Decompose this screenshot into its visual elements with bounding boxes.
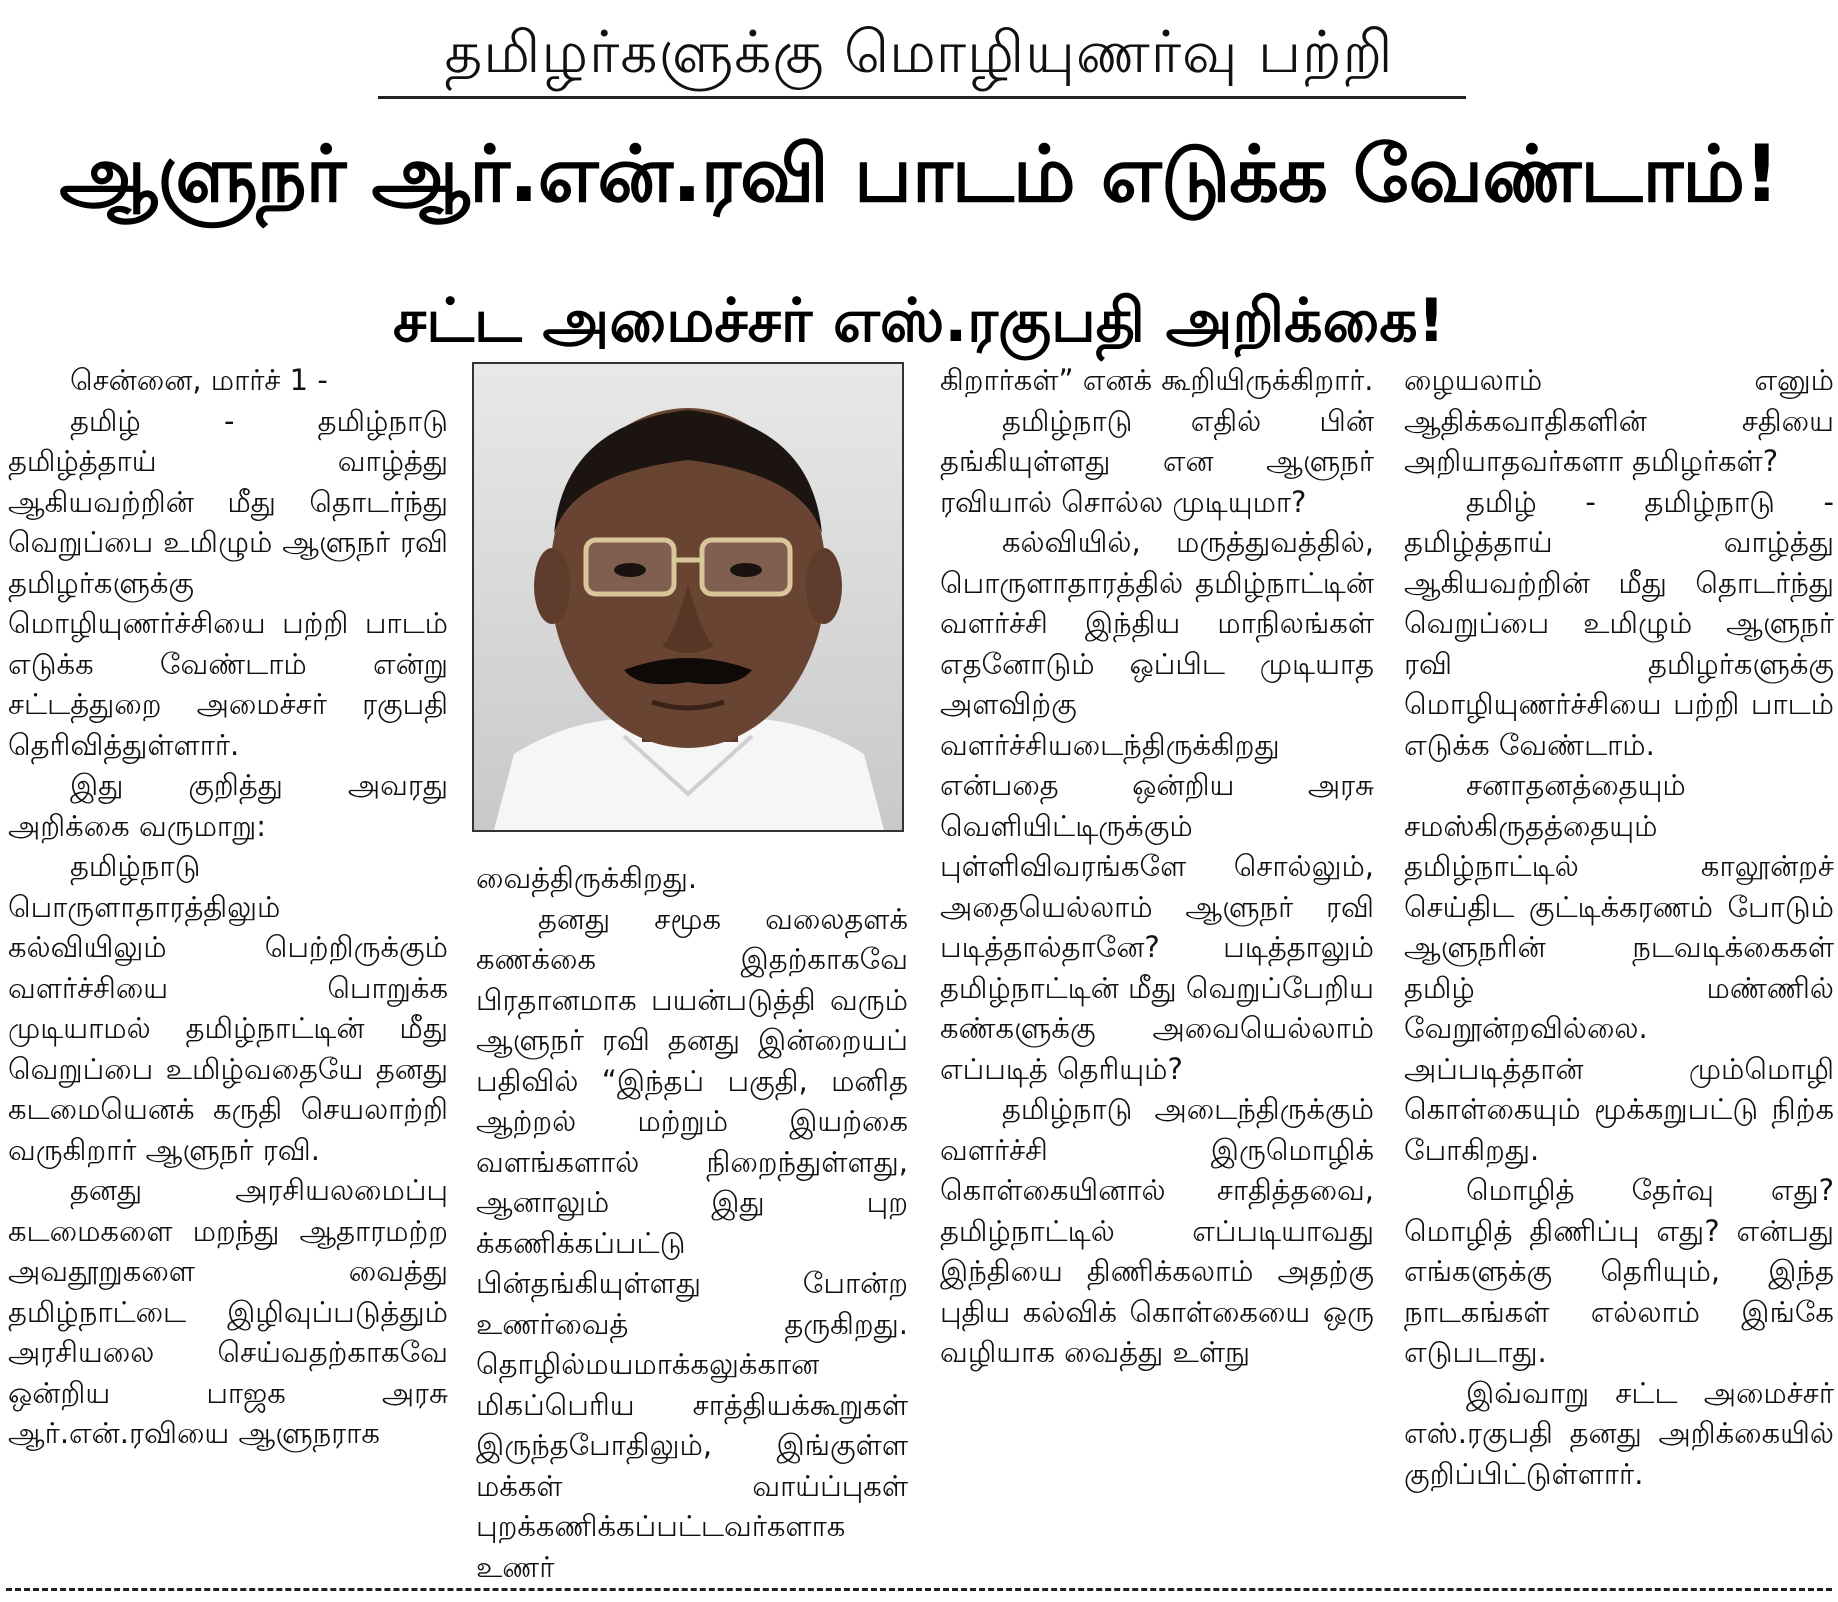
dateline: சென்னை, மார்ச் 1 - <box>70 363 328 397</box>
paragraph: தமிழ்நாடு அடைந்திருக்கும் வளர்ச்சி இருமொழிக் கொள்கையினால் சாதித்தவை, தமிழ்நாட்டில் எப்படியாவது இந்தியை திணிக்கலாம் அதற்கு புதிய கல்விக் கொள்கையை ஒரு வழியாக வைத்து உள்நு <box>940 1092 1374 1369</box>
article-column-4 <box>1404 360 1834 1494</box>
paragraph: இது குறித்து அவரது அறிக்கை வருமாறு: <box>8 768 448 843</box>
paragraph: தமிழ் - தமிழ்நாடு - தமிழ்த்தாய் வாழ்த்து ஆகியவற்றின் மீது தொடர்ந்து வெறுப்பை உமிழும் ஆளுநர் ரவி தமிழர்களுக்கு மொழியுணர்ச்சியை பற்றி பாடம் எடுக்க வேண்டாம். <box>1404 484 1834 762</box>
paragraph: தனது அரசியலமைப்பு கடமைகளை மறந்து ஆதாரமற்ற அவதூறுகளை வைத்து தமிழ்நாட்டை இழிவுப்படுத்தும் அரசியலை செய்வதற்காகவே ஒன்றிய பாஜக அரசு ஆர்.என்.ரவியை ஆளுநராக <box>8 1173 448 1450</box>
paragraph: தனது சமூக வலைதளக் கணக்கை இதற்காகவே பிரதானமாக பயன்படுத்தி வரும் ஆளுநர் ரவி தனது இன்றையப் பதிவில் “இந்தப் பகுதி, மனித ஆற்றல் மற்றும் இயற்கை வளங்களால் நிறைந்துள்ளது, ஆனாலும் இது புற க்கணிக்கப்பட்டு பின்தங்கியுள்ளது போன்ற உணர்வைத் தருகிறது. தொழில்மயமாக்கலுக்கான மிகப்பெரிய சாத்தியக்கூறுகள் இருந்தபோதிலும், இங்குள்ள மக்கள் வாய்ப்புகள் புறக்கணிக்கப்பட்டவர்களாக உணர் <box>476 901 908 1584</box>
paragraph: கல்வியில், மருத்துவத்தில், பொருளாதாரத்தில் தமிழ்நாட்டின் வளர்ச்சி இந்திய மாநிலங்கள் எதனோடும் ஒப்பிட முடியாத அளவிற்கு வளர்ச்சியடைந்திருக்கிறது என்பதை ஒன்றிய அரசு வெளியிட்டிருக்கும் புள்ளிவிவரங்களே சொல்லும், அதையெல்லாம் ஆளுநர் ரவி படித்தால்தானே? படித்தாலும் தமிழ்நாட்டின் மீது வெறுப்பேறிய கண்களுக்கு அவையெல்லாம் எப்படித் தெரியும்? <box>940 525 1374 1086</box>
article-column-2 <box>476 858 908 1587</box>
paragraph: தமிழ் - தமிழ்நாடு தமிழ்த்தாய் வாழ்த்து ஆகியவற்றின் மீது தொடர்ந்து வெறுப்பை உமிழும் ஆளுநர் ரவி தமிழர்களுக்கு மொழியுணர்ச்சியை பற்றி பாடம் எடுக்க வேண்டாம் என்று சட்டத்துறை அமைச்சர் ரகுபதி தெரிவித்துள்ளார். <box>8 403 448 762</box>
paragraph: ழையலாம் எனும் ஆதிக்கவாதிகளின் சதியை அறியாதவர்களா தமிழர்கள்? <box>1404 363 1834 478</box>
paragraph: வைத்திருக்கிறது. <box>476 861 698 895</box>
paragraph: மொழித் தேர்வு எது? மொழித் திணிப்பு எது? என்பது எங்களுக்கு தெரியும், இந்த நாடகங்கள் எல்லாம் இங்கே எடுபடாது. <box>1404 1173 1834 1369</box>
kicker-underline <box>378 96 1466 99</box>
kicker: தமிழர்களுக்கு மொழியுணர்வு பற்றி <box>444 18 1394 86</box>
bottom-dashed-rule <box>6 1588 1832 1591</box>
minister-photo <box>472 362 904 832</box>
paragraph: இவ்வாறு சட்ட அமைச்சர் எஸ்.ரகுபதி தனது அறிக்கையில் குறிப்பிட்டுள்ளார். <box>1404 1375 1834 1491</box>
paragraph: கிறார்கள்” எனக் கூறியிருக்கிறார். <box>940 363 1374 397</box>
paragraph: தமிழ்நாடு எதில் பின் தங்கியுள்ளது என ஆளுநர் ரவியால் சொல்ல முடியுமா? <box>940 403 1374 519</box>
portrait-illustration <box>474 364 902 830</box>
paragraph: சனாதனத்தையும் சமஸ்கிருதத்தையும் தமிழ்நாட்டில் காலூன்றச் செய்திட குட்டிக்கரணம் போடும் ஆளுநரின் நடவடிக்கைகள் தமிழ் மண்ணில் வேறூன்றவில்லை. அப்படித்தான் மும்மொழி கொள்கையும் மூக்கறுபட்டு நிற்க போகிறது. <box>1404 768 1834 1167</box>
article-column-1 <box>8 360 448 1454</box>
headline: ஆளுநர் ஆர்.என்.ரவி பாடம் எடுக்க வேண்டாம்! <box>59 130 1779 220</box>
article-column-3 <box>940 360 1374 1373</box>
paragraph: தமிழ்நாடு பொருளாதாரத்திலும் கல்வியிலும் பெற்றிருக்கும் வளர்ச்சியை பொறுக்க முடியாமல் தமிழ்நாட்டின் மீது வெறுப்பை உமிழ்வதையே தனது கடமையெனக் கருதி செயலாற்றி வருகிறார் ஆளுநர் ரவி. <box>8 849 448 1167</box>
subheadline: சட்ட அமைச்சர் எஸ்.ரகுபதி அறிக்கை! <box>393 286 1445 356</box>
